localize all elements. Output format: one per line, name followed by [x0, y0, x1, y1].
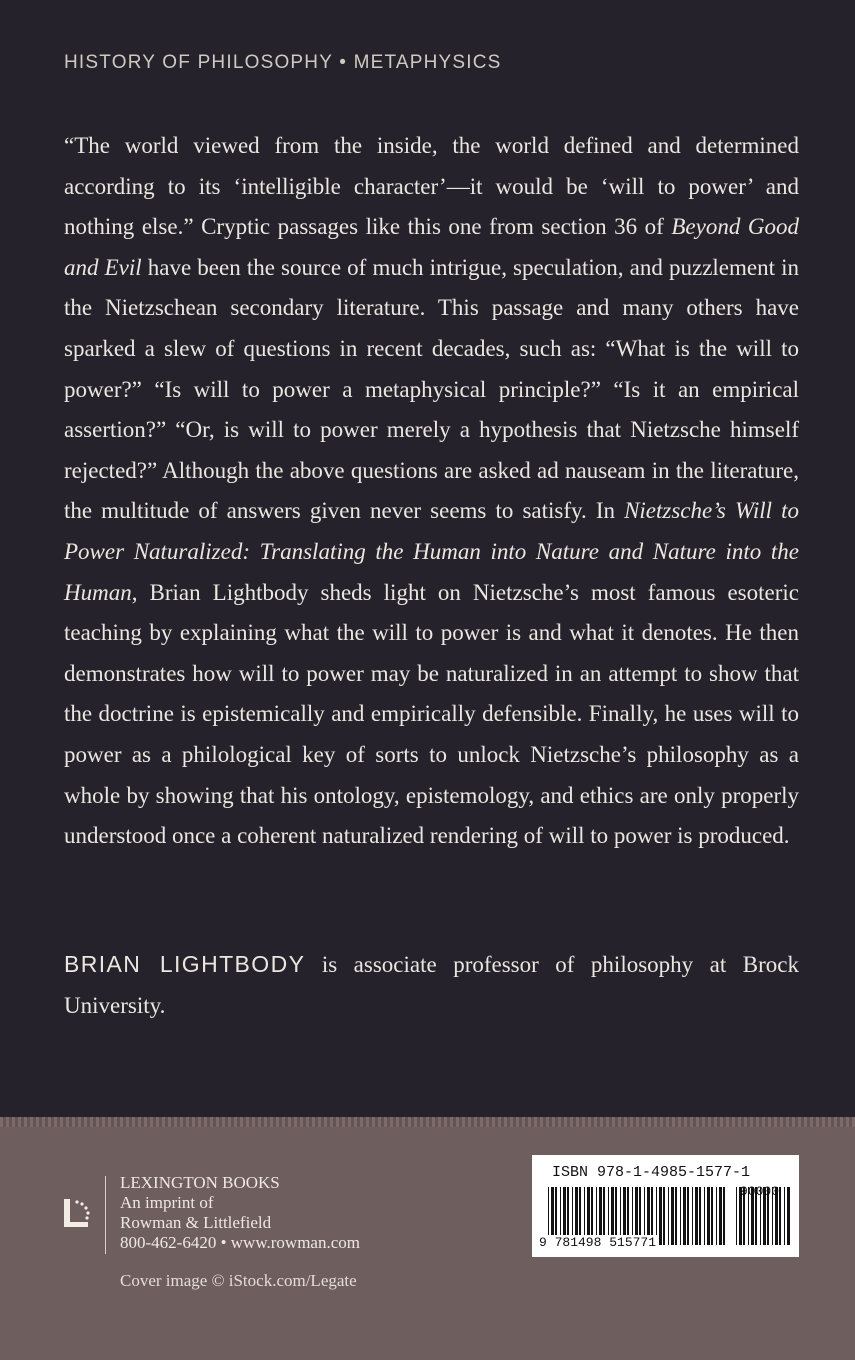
- description-text: , Brian Lightbody sheds light on Nietzsche’s most famous esoteric teaching by explaining what the will to power is and what it denotes. He then demonstrates how will to power may be naturalized in an attempt to show that the doctrine is epistemically and empirically defensible. Finally, he uses will to power as a philological key of sorts to unlock Nietzsche’s philosophy as a whole by showing that his ontology, epistemology, and ethics are only properly understood once a coherent naturalized rendering of will to power is produced.: [64, 579, 799, 849]
- barcode-bar: [699, 1187, 701, 1245]
- publisher-name: LEXINGTON BOOKS: [120, 1173, 280, 1192]
- barcode-bar: [704, 1187, 705, 1245]
- logo-divider: [105, 1176, 106, 1254]
- barcode-bar: [680, 1187, 681, 1245]
- barcode-bar: [719, 1187, 722, 1245]
- barcode-bar: [668, 1187, 669, 1245]
- book-description: [64, 126, 799, 857]
- author-bio-text: is associate professor of philosophy at Brock University.: [64, 952, 799, 1018]
- isbn-label: ISBN 978-1-4985-1577-1: [552, 1164, 751, 1181]
- barcode-bar: [692, 1187, 693, 1245]
- barcode: [532, 1155, 799, 1257]
- barcode-bar: [687, 1187, 689, 1245]
- barcode-bar: [659, 1187, 662, 1245]
- publisher-contact: 800-462-6420 • www.rowman.com: [120, 1233, 360, 1252]
- barcode-digits: 9 781498 515771: [539, 1235, 657, 1250]
- publisher-parent: Rowman & Littlefield: [120, 1213, 272, 1232]
- description-text: “The world viewed from the inside, the world defined and determined according to its ‘intelligible character’—it would be ‘will to power’ and nothing else.” Cryptic passages like this one from section 36 of: [64, 133, 799, 240]
- barcode-bar: [683, 1187, 686, 1245]
- lexington-logo-icon: [60, 1196, 94, 1230]
- author-bio: [64, 944, 799, 1026]
- barcode-bar: [711, 1187, 713, 1245]
- barcode-bar: [779, 1187, 781, 1245]
- barcode-bar: [675, 1187, 677, 1245]
- author-name: BRIAN LIGHTBODY: [64, 951, 306, 977]
- book-title-beyond-good-and-evil: Beyond Good and Evil: [64, 214, 799, 280]
- footer-edge: [0, 1117, 855, 1127]
- description-text: have been the source of much intrigue, speculation, and puzzlement in the Nietzschean secondary literature. This passage and many others have sparked a slew of questions in recent decades, such as: “What is the will to power?” “Is will to power a metaphysical principle?” “Is it an empirical assertion?” “Or, is will to power merely a hypothesis that Nietzsche himself rejected?” Although the above questions are asked ad nauseam in the literature, the multitude of answers given never seems to satisfy. In: [64, 254, 799, 524]
- barcode-addon: 90000: [740, 1184, 780, 1199]
- barcode-bar: [707, 1187, 710, 1245]
- publisher-imprint: An imprint of: [120, 1193, 214, 1212]
- cover-image-credit: Cover image © iStock.com/Legate: [120, 1271, 357, 1290]
- barcode-bar: [663, 1187, 665, 1245]
- book-title: Nietzsche’s Will to Power Naturalized: Translating the Human into Nature and Nature into the Human: [64, 498, 799, 605]
- category-label: HISTORY OF PHILOSOPHY • METAPHYSICS: [64, 52, 502, 73]
- barcode-bar: [784, 1187, 785, 1245]
- barcode-bar: [723, 1187, 725, 1245]
- barcode-bar: [736, 1187, 737, 1245]
- barcode-bar: [671, 1187, 674, 1245]
- footer-band: [0, 1117, 855, 1360]
- barcode-bar: [695, 1187, 698, 1245]
- barcode-bar: [787, 1187, 790, 1245]
- publisher-info: [120, 1173, 360, 1253]
- barcode-bar: [716, 1187, 717, 1245]
